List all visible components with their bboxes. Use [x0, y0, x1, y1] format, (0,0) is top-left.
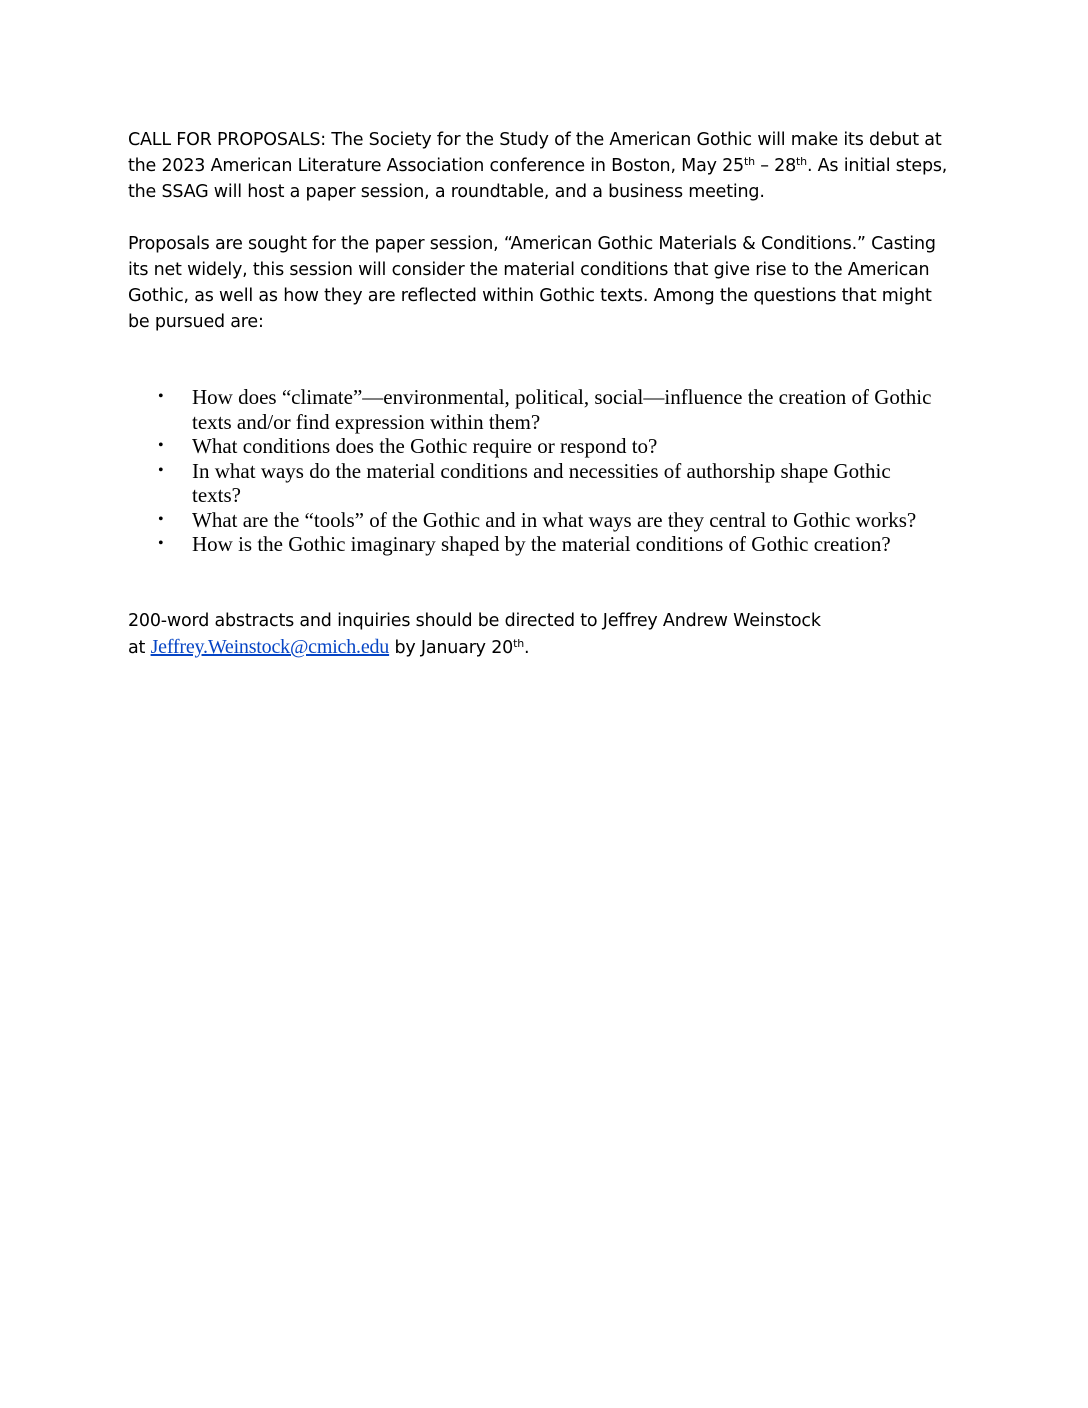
list-item	[128, 508, 968, 533]
list-item-line: texts and/or find expression within them?	[192, 409, 541, 434]
proposals-line-1: Proposals are sought for the paper session, “American Gothic Materials & Conditions.” Casting	[128, 234, 936, 254]
intro-paragraph	[128, 127, 968, 205]
bullet-icon: •	[158, 437, 164, 454]
ordinal-suffix: th	[796, 155, 807, 168]
intro-line-2-end: . As initial steps,	[806, 156, 948, 176]
closing-line-1: 200-word abstracts and inquiries should be directed to Jeffrey Andrew Weinstock	[128, 611, 821, 631]
date-range-dash: – 28	[754, 156, 797, 176]
list-item-line: texts?	[192, 483, 241, 507]
closing-line-2	[128, 634, 968, 661]
email-link[interactable]: Jeffrey.Weinstock@cmich.edu	[150, 636, 390, 658]
bullet-icon: •	[158, 461, 164, 479]
proposals-line-3: Gothic, as well as how they are reflected within Gothic texts. Among the questions that might	[128, 286, 932, 306]
intro-line-1: CALL FOR PROPOSALS: The Society for the Study of the American Gothic will make its debut at	[128, 130, 942, 150]
bullet-icon: •	[158, 510, 164, 528]
list-item-line: How is the Gothic imaginary shaped by the material conditions of Gothic creation?	[192, 532, 891, 556]
closing-period: .	[523, 638, 530, 658]
bullet-icon: •	[158, 388, 164, 405]
list-item-line: How does “climate”—environmental, political, social—influence the creation of Gothic	[192, 385, 932, 409]
proposals-line-4: be pursued are:	[128, 312, 264, 332]
list-item-line: What are the “tools” of the Gothic and in what ways are they central to Gothic works?	[192, 507, 917, 532]
closing-at: at	[128, 638, 151, 658]
ordinal-suffix: th	[513, 637, 524, 650]
intro-line-3: the SSAG will host a paper session, a roundtable, and a business meeting.	[128, 182, 765, 202]
proposals-paragraph	[128, 231, 968, 335]
list-item	[128, 459, 968, 508]
ordinal-suffix: th	[744, 155, 755, 168]
closing-deadline: by January 20	[389, 638, 514, 658]
proposals-line-2: its net widely, this session will consider the material conditions that give rise to the American	[128, 260, 930, 280]
list-item	[128, 532, 968, 557]
list-item	[128, 385, 968, 434]
list-item-line: What conditions does the Gothic require or respond to?	[192, 434, 658, 458]
intro-line-2-text: the 2023 American Literature Association conference in Boston, May 25	[128, 156, 744, 176]
list-item-line: In what ways do the material conditions and necessities of authorship shape Gothic	[192, 458, 891, 483]
questions-list	[128, 385, 968, 557]
bullet-icon: •	[158, 535, 164, 552]
list-item	[128, 434, 968, 459]
intro-line-2	[128, 153, 968, 179]
closing-paragraph	[128, 608, 968, 661]
